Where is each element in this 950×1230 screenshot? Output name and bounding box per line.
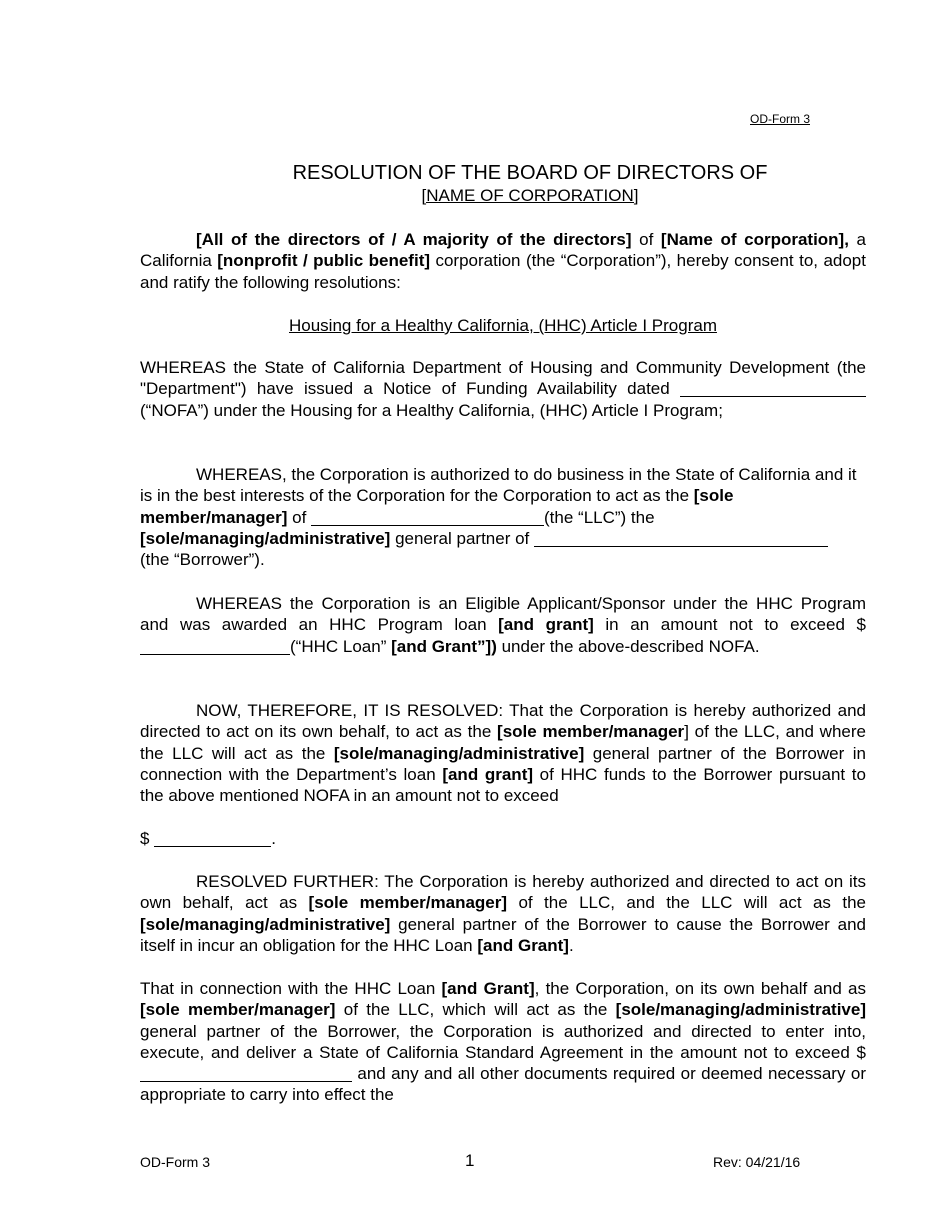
footer-form-id: OD-Form 3: [140, 1154, 210, 1170]
resolved1-bold: [sole member/manager: [497, 722, 685, 742]
whereas3-text: under the above-described NOFA.: [496, 636, 760, 656]
page-title: RESOLUTION OF THE BOARD OF DIRECTORS OF: [292, 162, 768, 184]
nofa-date-blank: [680, 380, 866, 397]
whereas-paragraph-3: [140, 593, 866, 657]
resolved-amount-line: [140, 828, 866, 849]
final-text: , the Corporation, on its own behalf and as: [534, 979, 866, 998]
final-text: general partner of the Borrower, the Corporation is authorized and directed to enter into, execute, and deliver a State of California Standard Agreement in the amount not to exceed $: [140, 1021, 866, 1062]
section-heading-text: Housing for a Healthy California, (HHC) Article I Program: [289, 316, 717, 335]
whereas3-text: in an amount not to exceed $: [593, 615, 866, 635]
resolved-paragraph-1: [140, 700, 866, 806]
whereas1-text: WHEREAS the State of California Department of Housing and Community Development (the "Department") have issued a Notice of Funding Availability dated: [140, 358, 866, 399]
revision-date: Rev: 04/21/16: [713, 1154, 801, 1170]
whereas2-text: WHEREAS, the Corporation is authorized to do business in the State of California and it is in the best interests of the Corporation for the Corporation to act as the: [140, 465, 857, 506]
resolved1-bold: [and grant]: [442, 764, 534, 784]
resolved2-text: of the LLC, and the LLC will act as the: [507, 893, 866, 913]
intro-bold-type: [nonprofit / public benefit]: [217, 251, 431, 271]
whereas2-text: (the “LLC”) the: [544, 507, 655, 527]
final-text: That in connection with the HHC Loan: [140, 979, 442, 998]
section-heading: [140, 315, 866, 336]
resolved2-bold: [sole/managing/administrative]: [140, 914, 391, 934]
whereas3-bold: [and grant]: [498, 615, 594, 635]
resolved1-text: general partner of the Borrower in connection with the Department’s loan: [140, 743, 867, 784]
whereas-paragraph-1: [140, 357, 866, 421]
intro-text: a California: [140, 230, 867, 271]
final-text: of the LLC, which will act as the: [335, 1000, 616, 1020]
resolved1-text: NOW, THEREFORE, IT IS RESOLVED: That the Corporation is hereby authorized and directed to act on its own behalf, to act as the: [140, 701, 866, 742]
intro-text: of: [631, 230, 661, 249]
period: .: [271, 829, 276, 848]
whereas2-text: general partner of: [390, 528, 534, 548]
whereas2-text: (the “Borrower”).: [140, 550, 265, 570]
whereas3-bold: [and Grant”]): [391, 636, 497, 656]
resolved2-bold: [sole member/manager]: [308, 893, 508, 913]
agreement-amount-blank: [140, 1065, 352, 1082]
final-bold: [and Grant]: [441, 979, 535, 998]
resolved-further-paragraph: [140, 871, 866, 956]
corporation-name-placeholder: [NAME OF CORPORATION]: [421, 186, 639, 205]
final-bold: [sole/managing/administrative]: [615, 1000, 866, 1020]
whereas-paragraph-2: [140, 464, 866, 570]
resolved2-text: general partner of the Borrower to cause the Borrower and itself in incur an obligation for the HHC Loan: [140, 914, 866, 955]
whereas1-text: (“NOFA”) under the Housing for a Healthy California, (HHC) Article I Program;: [140, 400, 723, 420]
resolved1-text: of HHC funds to the Borrower pursuant to the above mentioned NOFA in an amount not to exceed: [140, 764, 866, 806]
form-id-header: OD-Form 3: [750, 112, 810, 126]
intro-bold-directors: [All of the directors of / A majority of the directors]: [196, 230, 632, 249]
intro-paragraph: [140, 229, 866, 293]
whereas2-text: of: [287, 507, 312, 527]
whereas2-bold: [sole member/manager]: [140, 486, 734, 527]
resolved1-bold: [sole/managing/administrative]: [333, 743, 585, 763]
intro-text: corporation (the “Corporation”), hereby consent to, adopt and ratify the following resolutions:: [140, 251, 866, 292]
page-number: 1: [465, 1151, 475, 1170]
whereas3-text: (“HHC Loan”: [290, 636, 392, 656]
whereas2-bold: [sole/managing/administrative]: [140, 528, 391, 548]
standard-agreement-paragraph: [140, 978, 866, 1106]
resolved2-text: .: [568, 935, 574, 955]
resolved2-bold: [and Grant]: [477, 935, 569, 955]
intro-bold-corp-name: [Name of corporation],: [660, 230, 849, 249]
resolved-amount-blank: [154, 830, 271, 847]
hhc-loan-amount-blank: [140, 638, 290, 655]
final-text: and any and all other documents required or deemed necessary or appropriate to carry into effect the: [140, 1064, 866, 1105]
dollar-sign: $: [140, 829, 155, 848]
resolved2-text: RESOLVED FURTHER: The Corporation is hereby authorized and directed to act on its own behalf, act as: [140, 872, 866, 913]
llc-name-blank: [311, 509, 544, 526]
resolved1-text: ] of the LLC, and where the LLC will act as the: [140, 722, 866, 763]
borrower-name-blank: [534, 530, 828, 547]
final-bold: [sole member/manager]: [140, 1000, 336, 1020]
whereas3-text: WHEREAS the Corporation is an Eligible Applicant/Sponsor under the HHC Program and was awarded an HHC Program loan: [140, 594, 866, 635]
